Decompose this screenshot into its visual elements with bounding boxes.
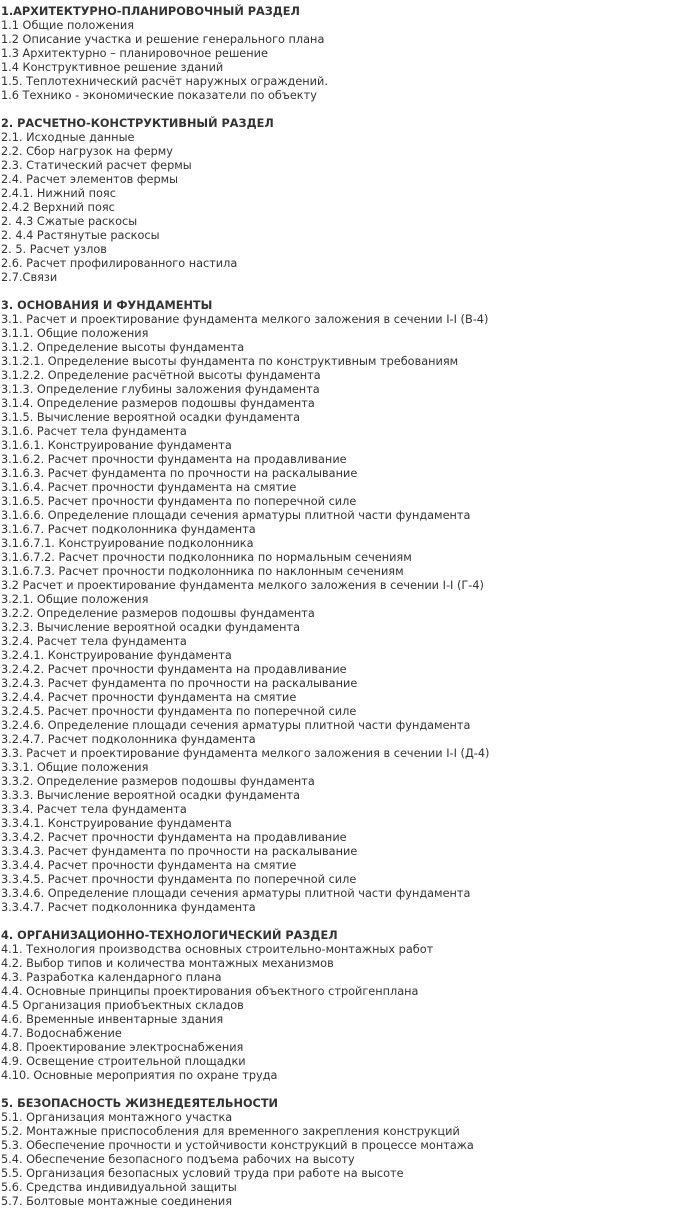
toc-item: 5.2. Монтажные приспособления для временного закрепления конструкций — [1, 1125, 460, 1138]
toc-item: 3.1.6.7.3. Расчет прочности подколонника по наклонным сечениям — [1, 565, 404, 578]
toc-item: 3.2.3. Вычисление вероятной осадки фундамента — [1, 621, 300, 634]
toc-item: 3.3.3. Вычисление вероятной осадки фундамента — [1, 789, 300, 802]
toc-item: 3.1.5. Вычисление вероятной осадки фундамента — [1, 411, 300, 424]
toc-item: 3.1.6.3. Расчет фундамента по прочности на раскалывание — [1, 467, 358, 480]
toc-item: 3.1.2.2. Определение расчётной высоты фундамента — [1, 369, 321, 382]
toc-item: 1.6 Технико - экономические показатели по объекту — [1, 89, 317, 102]
toc-item: 2.2. Сбор нагрузок на ферму — [1, 145, 173, 158]
toc-item: 2. 5. Расчет узлов — [1, 243, 107, 256]
toc-item: 3.1.6. Расчет тела фундамента — [1, 425, 187, 438]
toc-item: 2.4.1. Нижний пояс — [1, 187, 116, 200]
toc-item: 3.1.4. Определение размеров подошвы фундамента — [1, 397, 315, 410]
toc-item: 3.3.4.3. Расчет фундамента по прочности на раскалывание — [1, 845, 358, 858]
toc-item: 5.4. Обеспечение безопасного подъема рабочих на высоту — [1, 1153, 355, 1166]
toc-item: 3.1.2. Определение высоты фундамента — [1, 341, 245, 354]
section-title: 4. ОРГАНИЗАЦИОННО-ТЕХНОЛОГИЧЕСКИЙ РАЗДЕЛ — [1, 929, 338, 942]
toc-item: 3.2.4. Расчет тела фундамента — [1, 635, 187, 648]
toc-item: 4.6. Временные инвентарные здания — [1, 1013, 224, 1026]
toc-item: 2.7.Связи — [1, 271, 58, 284]
toc-item: 3.2.4.5. Расчет прочности фундамента по поперечной силе — [1, 705, 357, 718]
toc-item: 3.2.4.6. Определение площади сечения арматуры плитной части фундамента — [1, 719, 471, 732]
toc-item: 2.4.2 Верхний пояс — [1, 201, 115, 214]
section-title: 5. БЕЗОПАСНОСТЬ ЖИЗНЕДЕЯТЕЛЬНОСТИ — [1, 1097, 279, 1110]
toc-item: 3.1.6.7. Расчет подколонника фундамента — [1, 523, 256, 536]
toc-item: 3.2.2. Определение размеров подошвы фундамента — [1, 607, 315, 620]
toc-item: 3.1.6.1. Конструирование фундамента — [1, 439, 232, 452]
toc-section — [1, 929, 700, 1083]
toc-item: 3.3.4.1. Конструирование фундамента — [1, 817, 232, 830]
toc-item: 3.2.4.1. Конструирование фундамента — [1, 649, 232, 662]
toc-item: 1.1 Общие положения — [1, 19, 135, 32]
toc-item: 2.3. Статический расчет фермы — [1, 159, 192, 172]
toc-item: 3.3. Расчет и проектирование фундамента мелкого заложения в сечении I-I (Д-4) — [1, 747, 490, 760]
toc-item: 2.6. Расчет профилированного настила — [1, 257, 238, 270]
toc-item: 4.3. Разработка календарного плана — [1, 971, 222, 984]
toc-section — [1, 1097, 700, 1209]
toc-item: 3.1.3. Определение глубины заложения фундамента — [1, 383, 320, 396]
toc-item: 1.5. Теплотехнический расчёт наружных ограждений. — [1, 75, 328, 88]
toc-item: 2. 4.3 Сжатые раскосы — [1, 215, 138, 228]
toc-item: 5.5. Организация безопасных условий труда при работе на высоте — [1, 1167, 404, 1180]
toc-section — [1, 117, 700, 285]
toc-section — [1, 5, 700, 103]
toc-item: 4.10. Основные мероприятия по охране труда — [1, 1069, 278, 1082]
toc-item: 3.3.4.6. Определение площади сечения арматуры плитной части фундамента — [1, 887, 471, 900]
toc-item: 3.3.1. Общие положения — [1, 761, 149, 774]
toc-item: 3.1. Расчет и проектирование фундамента мелкого заложения в сечении I-I (В-4) — [1, 313, 489, 326]
toc-item: 3.3.2. Определение размеров подошвы фундамента — [1, 775, 315, 788]
toc-item: 3.1.6.7.1. Конструирование подколонника — [1, 537, 254, 550]
toc-item: 1.2 Описание участка и решение генерального плана — [1, 33, 325, 46]
toc-item: 3.2.1. Общие положения — [1, 593, 149, 606]
toc-item: 3.1.6.4. Расчет прочности фундамента на смятие — [1, 481, 297, 494]
toc-item: 3.2.4.3. Расчет фундамента по прочности на раскалывание — [1, 677, 358, 690]
toc-item: 2. 4.4 Растянутые раскосы — [1, 229, 160, 242]
toc-item: 2.1. Исходные данные — [1, 131, 135, 144]
toc-item: 3.2.4.4. Расчет прочности фундамента на смятие — [1, 691, 297, 704]
toc-item: 4.5 Организация приобъектных складов — [1, 999, 244, 1012]
toc-item: 5.7. Болтовые монтажные соединения — [1, 1195, 233, 1208]
toc-item: 4.4. Основные принципы проектирования объектного стройгенплана — [1, 985, 419, 998]
toc-item: 2.4. Расчет элементов фермы — [1, 173, 179, 186]
toc-item: 3.1.1. Общие положения — [1, 327, 149, 340]
toc-item: 1.3 Архитектурно – планировочное решение — [1, 47, 268, 60]
toc-item: 3.3.4. Расчет тела фундамента — [1, 803, 187, 816]
section-title: 1.АРХИТЕКТУРНО-ПЛАНИРОВОЧНЫЙ РАЗДЕЛ — [1, 5, 300, 18]
toc-item: 3.3.4.7. Расчет подколонника фундамента — [1, 901, 256, 914]
toc-item: 3.1.2.1. Определение высоты фундамента по конструктивным требованиям — [1, 355, 459, 368]
toc-section — [1, 299, 700, 915]
toc-item: 3.3.4.4. Расчет прочности фундамента на смятие — [1, 859, 297, 872]
toc-item: 5.1. Организация монтажного участка — [1, 1111, 233, 1124]
section-title: 2. РАСЧЕТНО-КОНСТРУКТИВНЫЙ РАЗДЕЛ — [1, 117, 274, 130]
toc-item: 4.8. Проектирование электроснабжения — [1, 1041, 244, 1054]
toc-item: 3.2.4.2. Расчет прочности фундамента на продавливание — [1, 663, 347, 676]
toc-item: 4.9. Освещение строительной площадки — [1, 1055, 246, 1068]
toc-item: 3.1.6.6. Определение площади сечения арматуры плитной части фундамента — [1, 509, 471, 522]
toc-item: 3.1.6.5. Расчет прочности фундамента по поперечной силе — [1, 495, 357, 508]
toc-item: 3.2.4.7. Расчет подколонника фундамента — [1, 733, 256, 746]
toc-item: 3.1.6.7.2. Расчет прочности подколонника по нормальным сечениям — [1, 551, 412, 564]
toc-item: 4.1. Технология производства основных строительно-монтажных работ — [1, 943, 434, 956]
toc-item: 5.6. Средства индивидуальной защиты — [1, 1181, 237, 1194]
toc-item: 1.4 Конструктивное решение зданий — [1, 61, 224, 74]
toc-item: 3.3.4.2. Расчет прочности фундамента на продавливание — [1, 831, 347, 844]
toc-item: 5.3. Обеспечение прочности и устойчивости конструкций в процессе монтажа — [1, 1139, 474, 1152]
toc-item: 3.3.4.5. Расчет прочности фундамента по поперечной силе — [1, 873, 357, 886]
toc-item: 4.2. Выбор типов и количества монтажных механизмов — [1, 957, 334, 970]
toc-item: 4.7. Водоснабжение — [1, 1027, 122, 1040]
toc-item: 3.2 Расчет и проектирование фундамента мелкого заложения в сечении I-I (Г-4) — [1, 579, 484, 592]
toc-item: 3.1.6.2. Расчет прочности фундамента на продавливание — [1, 453, 347, 466]
section-title: 3. ОСНОВАНИЯ И ФУНДАМЕНТЫ — [1, 299, 213, 312]
